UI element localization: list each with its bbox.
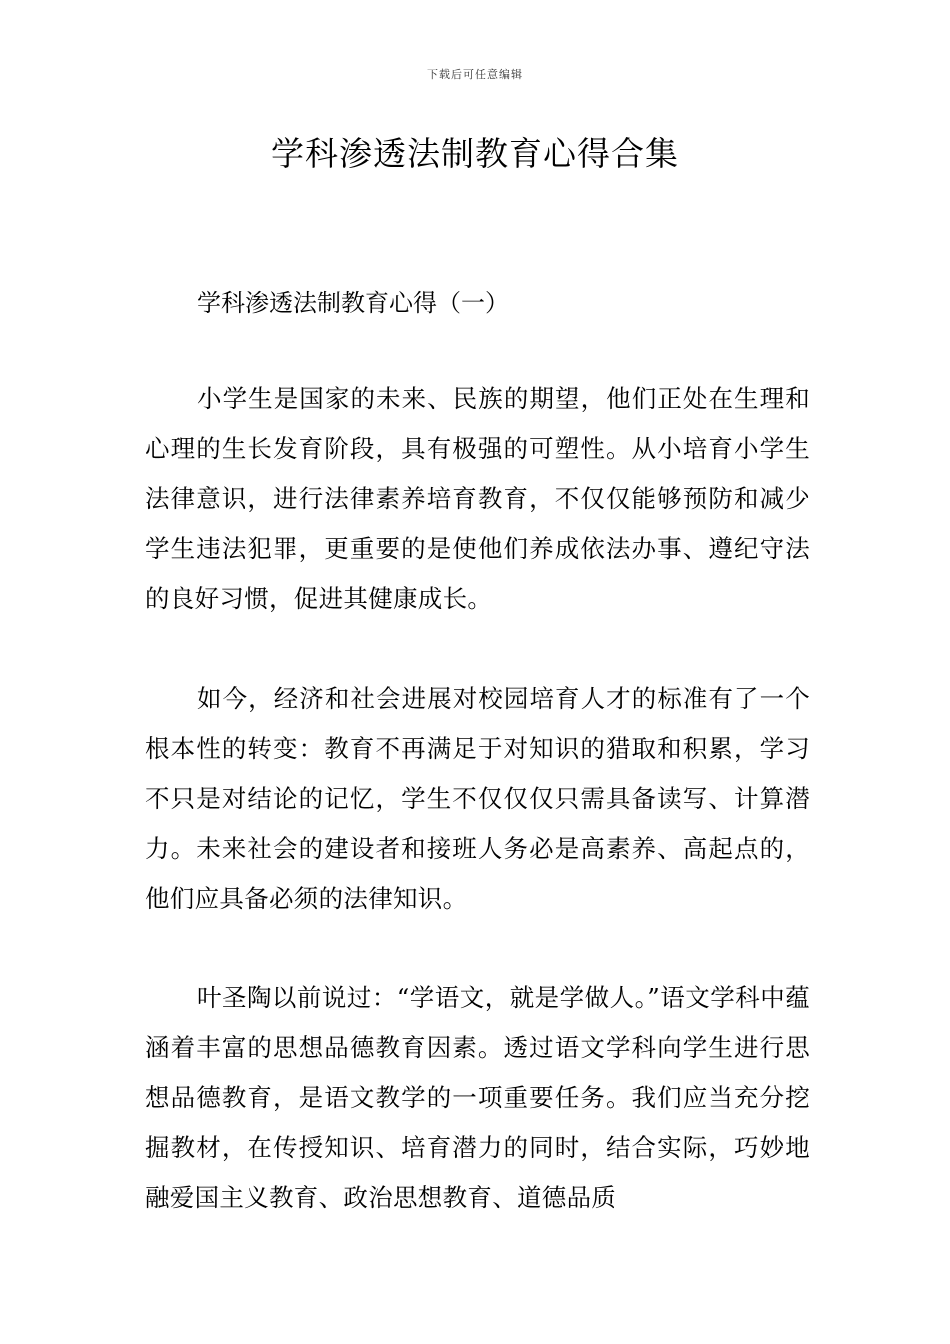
document-title: 学科渗透法制教育心得合集 — [271, 134, 679, 173]
paragraph-3: 叶圣陶以前说过：“学语文，就是学做人。”语文学科中蕴涵着丰富的思想品德教育因素。透过语文学科向学生进行思想品德教育，是语文教学的一项重要任务。我们应当充分挖掘教材，在传授知识、培育潜力的同时，结合实际，巧妙地融爱国主义教育、政治思想教育、道德品质 — [145, 983, 810, 1212]
section-heading: 学科渗透法制教育心得（一） — [197, 289, 509, 317]
paragraph-2: 如今，经济和社会进展对校园培育人才的标准有了一个根本性的转变：教育不再满足于对知识的猎取和积累，学习不只是对结论的记忆，学生不仅仅仅只需具备读写、计算潜力。未来社会的建设者和接班人务必是高素养、高起点的，他们应具备必须的法律知识。 — [145, 684, 810, 913]
header-note: 下载后可任意编辑 — [427, 68, 523, 81]
paragraph-1: 小学生是国家的未来、民族的期望，他们正处在生理和心理的生长发育阶段，具有极强的可塑性。从小培育小学生法律意识，进行法律素养培育教育，不仅仅能够预防和减少学生违法犯罪，更重要的是使他们养成依法办事、遵纪守法的良好习惯，促进其健康成长。 — [145, 384, 810, 613]
